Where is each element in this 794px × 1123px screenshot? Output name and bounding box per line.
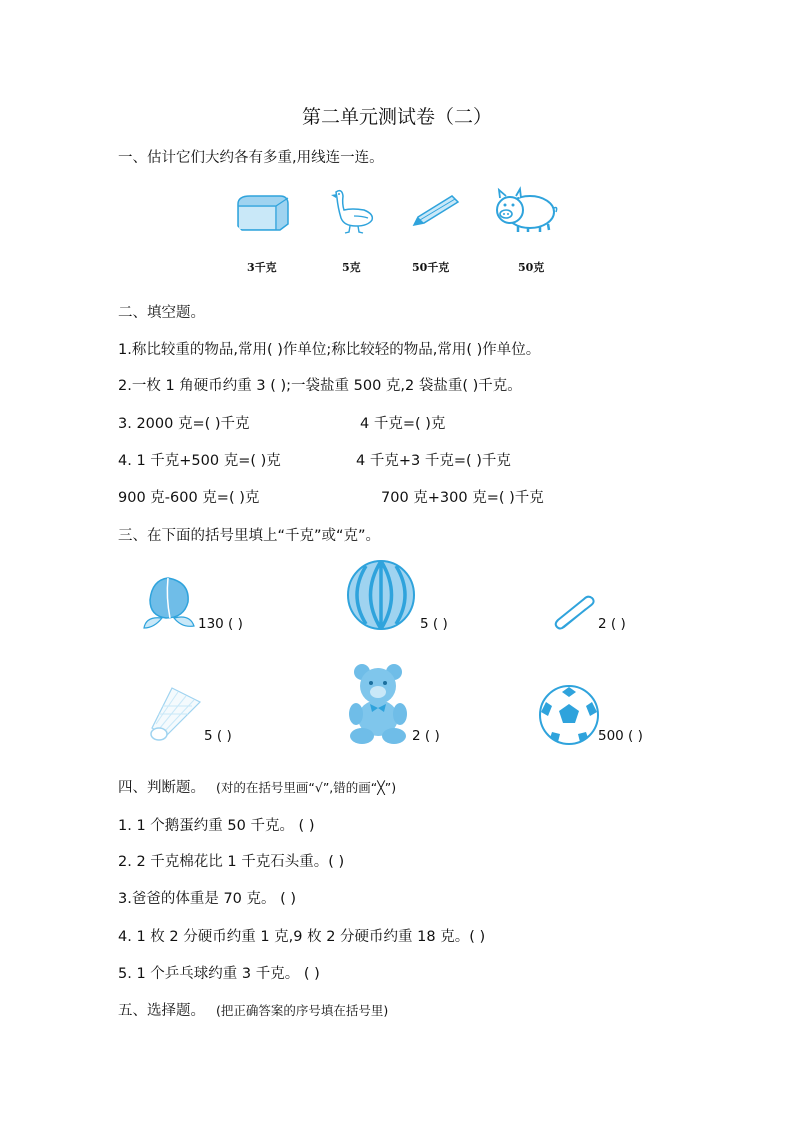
judge-item-3: 3.爸爸的体重是 70 克。 ( ) bbox=[118, 891, 297, 907]
section1-heading: 一、估计它们大约各有多重,用线连一连。 bbox=[118, 150, 384, 166]
soccer-ball-icon bbox=[538, 684, 600, 746]
watermelon-answer: 5 ( ) bbox=[420, 616, 448, 632]
fill-question-4a: 4. 1 千克+500 克=( )克 bbox=[118, 453, 281, 469]
weight-label-2: 5克 bbox=[342, 261, 361, 274]
weight-label-3: 50千克 bbox=[412, 261, 450, 274]
fill-question-2: 2.一枚 1 角硬币约重 3 ( );一袋盐重 500 克,2 袋盐重( )千克。 bbox=[118, 378, 522, 394]
fill-question-5b: 700 克+300 克=( )千克 bbox=[381, 490, 544, 506]
goose-icon bbox=[328, 188, 376, 234]
page-title: 第二单元测试卷（二） bbox=[301, 106, 492, 128]
peach-answer: 130 ( ) bbox=[198, 616, 243, 632]
soccer-ball-answer: 500 ( ) bbox=[598, 728, 643, 744]
fill-question-5a: 900 克-600 克=( )克 bbox=[118, 490, 260, 506]
section3-heading: 三、在下面的括号里填上“千克”或“克”。 bbox=[118, 528, 381, 544]
paperclip-icon bbox=[552, 596, 598, 632]
shuttlecock-answer: 5 ( ) bbox=[204, 728, 232, 744]
shuttlecock-icon bbox=[148, 684, 202, 744]
peach-icon bbox=[140, 572, 198, 632]
watermelon-icon bbox=[346, 558, 416, 632]
section5-heading: 五、选择题。 bbox=[118, 1003, 205, 1019]
section5-note: (把正确答案的序号填在括号里) bbox=[216, 1003, 389, 1018]
fill-question-3b: 4 千克=( )克 bbox=[360, 416, 446, 432]
teddy-bear-answer: 2 ( ) bbox=[412, 728, 440, 744]
judge-item-1: 1. 1 个鹅蛋约重 50 千克。 ( ) bbox=[118, 818, 315, 834]
fill-question-4b: 4 千克+3 千克=( )千克 bbox=[356, 453, 511, 469]
weight-label-4: 50克 bbox=[518, 261, 545, 274]
fill-question-1: 1.称比较重的物品,常用( )作单位;称比较轻的物品,常用( )作单位。 bbox=[118, 342, 541, 358]
judge-item-4: 4. 1 枚 2 分硬币约重 1 克,9 枚 2 分硬币约重 18 克。( ) bbox=[118, 929, 486, 945]
judge-item-5: 5. 1 个乒乓球约重 3 千克。 ( ) bbox=[118, 966, 320, 982]
bread-icon bbox=[236, 194, 290, 232]
paperclip-answer: 2 ( ) bbox=[598, 616, 626, 632]
section4-heading: 四、判断题。 bbox=[118, 780, 205, 796]
pencil-icon bbox=[410, 193, 462, 229]
pig-icon bbox=[494, 188, 558, 234]
section4-note: (对的在括号里画“√”,错的画“╳”) bbox=[216, 780, 397, 795]
section2-heading: 二、填空题。 bbox=[118, 305, 205, 321]
teddy-bear-icon bbox=[346, 662, 410, 744]
judge-item-2: 2. 2 千克棉花比 1 千克石头重。( ) bbox=[118, 854, 345, 870]
weight-label-1: 3千克 bbox=[247, 261, 277, 274]
fill-question-3a: 3. 2000 克=( )千克 bbox=[118, 416, 250, 432]
